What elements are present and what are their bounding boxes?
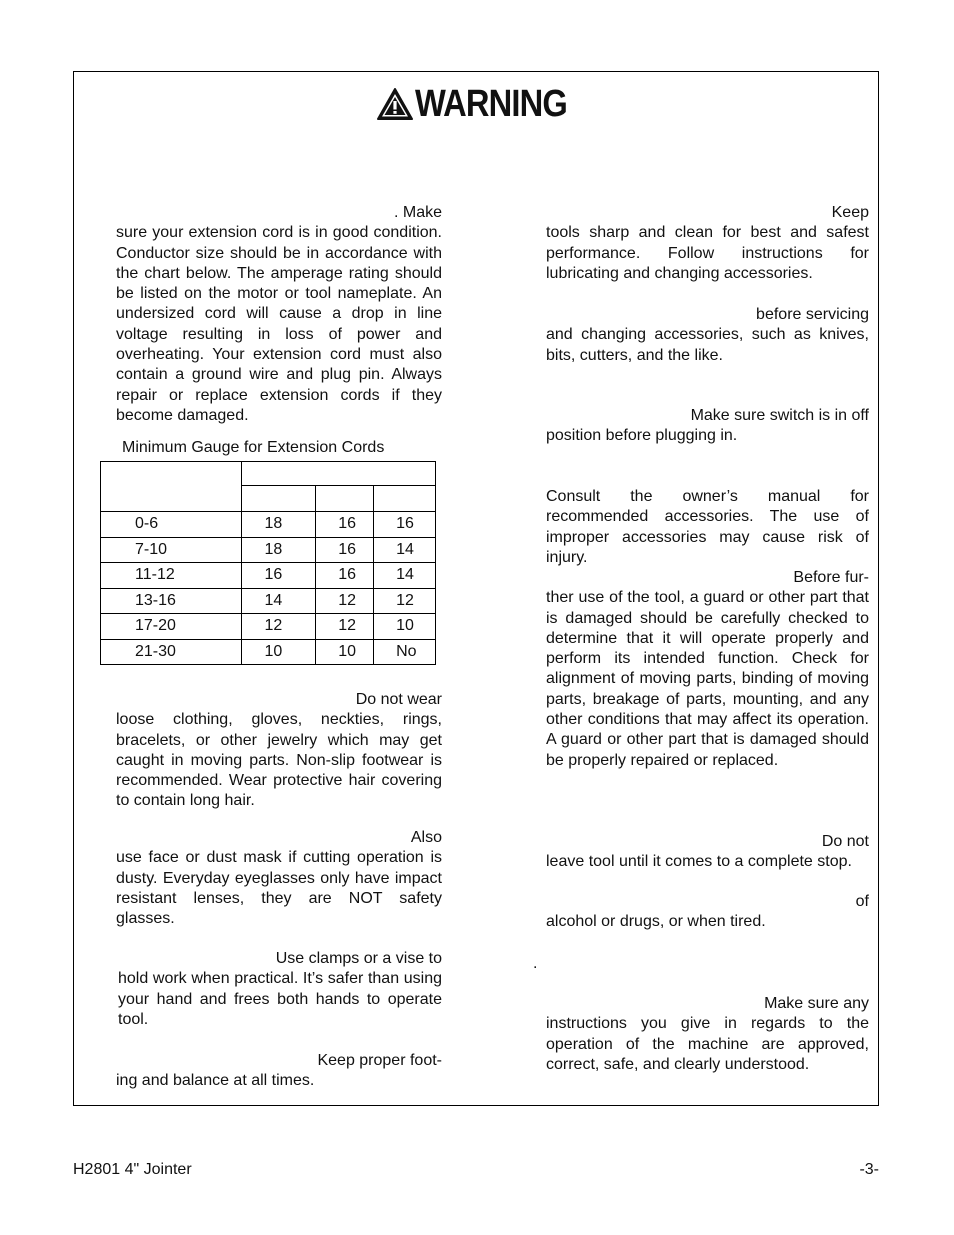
table-row bbox=[101, 512, 436, 538]
warning-title: WARNING bbox=[415, 83, 567, 125]
secure-work-lead: Use clamps or a vise to bbox=[275, 950, 442, 967]
accessories-paragraph bbox=[546, 487, 869, 568]
extension-cord-lead: . Make bbox=[393, 204, 442, 221]
secure-work-paragraph bbox=[118, 949, 442, 1030]
stray-mark: . bbox=[533, 955, 538, 972]
safety-glasses-lead: Also bbox=[410, 829, 442, 846]
clothing-body: loose clothing, gloves, neckties, rings, bracelets, or other jewelry which may get caught in moving parts. Non-slip footwear is recommended. Wear protective hair covering to contain long hair. bbox=[116, 711, 442, 810]
table-cell: 10 bbox=[374, 614, 436, 640]
table-cell: 16 bbox=[242, 563, 316, 589]
table-cell: 18 bbox=[242, 512, 316, 538]
table-cell: 16 bbox=[316, 563, 374, 589]
table-cell: 7-10 bbox=[101, 537, 242, 563]
warning-header bbox=[376, 84, 592, 124]
table-cell: 16 bbox=[316, 512, 374, 538]
warning-triangle-icon bbox=[376, 87, 414, 121]
table-cell: No bbox=[374, 639, 436, 665]
table-cell: 18 bbox=[242, 537, 316, 563]
switch-off-paragraph bbox=[546, 406, 869, 447]
disconnect-lead: before servicing bbox=[756, 306, 869, 323]
footer-model: H2801 4" Jointer bbox=[73, 1161, 192, 1178]
table-header-cell bbox=[242, 462, 436, 486]
tool-maintenance-paragraph bbox=[546, 203, 869, 284]
table-cell: 16 bbox=[316, 537, 374, 563]
damaged-parts-paragraph bbox=[546, 568, 869, 771]
disconnect-body: and changing accessories, such as knives, bits, cutters, and the like. bbox=[546, 326, 869, 364]
accessories-body: Consult the owner’s manual for recommended accessories. The use of improper accessories may cause risk of injury. bbox=[546, 488, 869, 566]
damaged-parts-lead: Before fur- bbox=[793, 569, 869, 586]
table-cell: 12 bbox=[374, 588, 436, 614]
table-row bbox=[101, 614, 436, 640]
disconnect-paragraph bbox=[546, 305, 869, 366]
footing-body: ing and balance at all times. bbox=[116, 1072, 315, 1090]
footer-page-number: -3- bbox=[859, 1161, 879, 1178]
table-header-cell bbox=[242, 486, 316, 512]
table-header-row bbox=[101, 462, 436, 486]
switch-off-lead: Make sure switch is in off bbox=[690, 407, 869, 424]
damaged-parts-body: ther use of the tool, a guard or other part that is damaged should be carefully checked to determine that it will operate properly and perform its intended function. Check for alignment of moving parts, binding of moving parts, breakage of parts, mounting, and any other conditions that may affect its operation. A guard or other part that is damaged should be properly repaired or replaced. bbox=[546, 589, 869, 769]
clothing-lead: Do not wear bbox=[355, 691, 442, 708]
footing-lead: Keep proper foot- bbox=[317, 1052, 442, 1069]
drugs-alcohol-paragraph bbox=[546, 892, 869, 933]
table-header-cell bbox=[316, 486, 374, 512]
table-cell: 14 bbox=[374, 563, 436, 589]
table-row bbox=[101, 563, 436, 589]
safety-glasses-paragraph bbox=[116, 828, 442, 929]
table-cell: 14 bbox=[242, 588, 316, 614]
extension-cord-paragraph bbox=[116, 203, 442, 426]
footing-paragraph bbox=[116, 1051, 442, 1092]
table-row bbox=[101, 639, 436, 665]
table-cell: 0-6 bbox=[101, 512, 242, 538]
gauge-table bbox=[100, 461, 436, 665]
table-cell: 12 bbox=[242, 614, 316, 640]
table-row bbox=[101, 588, 436, 614]
drugs-alcohol-lead: of bbox=[855, 893, 869, 910]
instructions-lead: Make sure any bbox=[764, 995, 869, 1012]
table-row bbox=[101, 537, 436, 563]
table-cell: 10 bbox=[316, 639, 374, 665]
table-cell: 21-30 bbox=[101, 639, 242, 665]
unattended-paragraph bbox=[546, 832, 869, 873]
secure-work-body: hold work when practical. It’s safer than using your hand and frees both hands to operate tool. bbox=[118, 970, 442, 1028]
table-cell: 12 bbox=[316, 588, 374, 614]
table-caption: Minimum Gauge for Extension Cords bbox=[122, 439, 385, 456]
table-cell: 13-16 bbox=[101, 588, 242, 614]
tool-maintenance-body: tools sharp and clean for best and safest performance. Follow instructions for lubricating and changing accessories. bbox=[546, 224, 869, 282]
tool-maintenance-lead: Keep bbox=[831, 204, 869, 221]
table-cell: 17-20 bbox=[101, 614, 242, 640]
table-header-cell bbox=[374, 486, 436, 512]
table-cell: 12 bbox=[316, 614, 374, 640]
clothing-paragraph bbox=[116, 690, 442, 812]
unattended-body: leave tool until it comes to a complete stop. bbox=[546, 853, 852, 871]
table-cell: 11-12 bbox=[101, 563, 242, 589]
table-cell: 16 bbox=[374, 512, 436, 538]
table-header-cell bbox=[101, 462, 242, 512]
safety-glasses-body: use face or dust mask if cutting operation is dusty. Everyday eyeglasses only have impact resistant lenses, they are NOT safety glasses. bbox=[116, 849, 442, 928]
instructions-paragraph bbox=[546, 994, 869, 1075]
drugs-alcohol-body: alcohol or drugs, or when tired. bbox=[546, 913, 766, 931]
table-cell: 10 bbox=[242, 639, 316, 665]
unattended-lead: Do not bbox=[821, 833, 869, 850]
switch-off-body: position before plugging in. bbox=[546, 427, 738, 445]
instructions-body: instructions you give in regards to the operation of the machine are approved, correct, safe, and clearly understood. bbox=[546, 1015, 869, 1073]
extension-cord-body: sure your extension cord is in good condition. Conductor size should be in accordance with the chart below. The amperage rating should be listed on the motor or tool nameplate. An undersized cord will cause a drop in line voltage resulting in loss of power and overheating. Your extension cord must also contain a ground wire and plug pin. Always repair or replace extension cords if they become damaged. bbox=[116, 224, 442, 424]
table-cell: 14 bbox=[374, 537, 436, 563]
